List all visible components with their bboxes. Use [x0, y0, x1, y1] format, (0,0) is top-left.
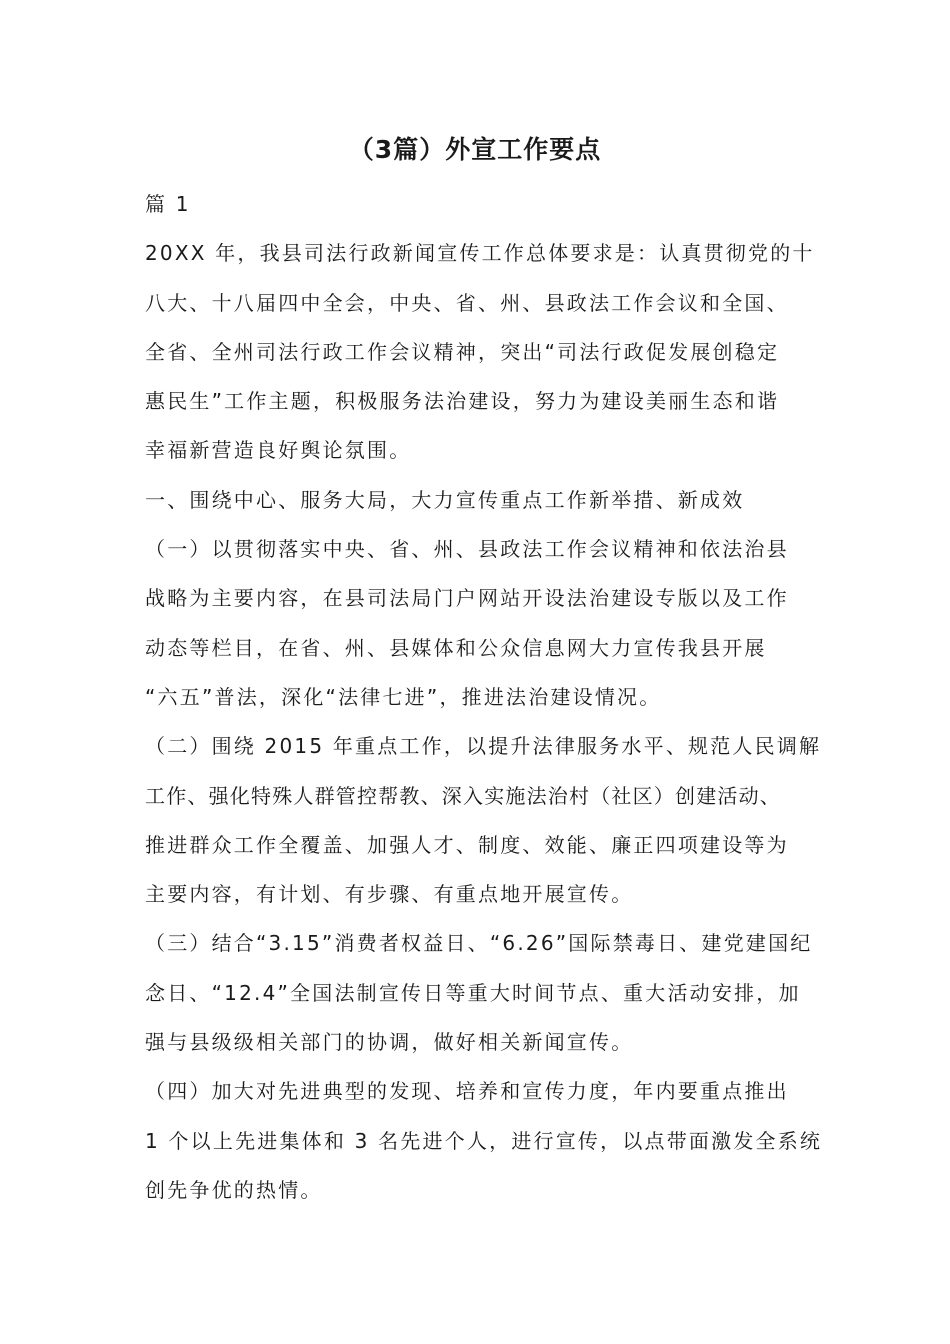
paragraph-line: 念日、“12.4”全国法制宣传日等重大时间节点、重大活动安排，加 [145, 980, 801, 1005]
paragraph-line: 创先争优的热情。 [145, 1177, 323, 1202]
paragraph-line: 强与县级级相关部门的协调，做好相关新闻宣传。 [145, 1030, 634, 1055]
paragraph-line: （二）围绕 2015 年重点工作，以提升法律服务水平、规范人民调解 [145, 734, 822, 759]
paragraph-line: （三）结合“3.15”消费者权益日、“6.26”国际禁毒日、建党建国纪 [145, 931, 813, 956]
section-heading: 篇 1 [145, 192, 191, 216]
document-body [145, 180, 823, 1215]
document-title: （3篇）外宣工作要点 [348, 135, 602, 164]
paragraph-line: 全省、全州司法行政工作会议精神，突出“司法行政促发展创稳定 [145, 339, 780, 364]
paragraph-line: 推进群众工作全覆盖、加强人才、制度、效能、廉正四项建设等为 [145, 832, 789, 857]
paragraph-line: 幸福新营造良好舆论氛围。 [145, 438, 412, 463]
paragraph-line: （四）加大对先进典型的发现、培养和宣传力度，年内要重点推出 [145, 1079, 789, 1104]
paragraph-line: 20XX 年，我县司法行政新闻宣传工作总体要求是：认真贯彻党的十 [145, 241, 815, 266]
paragraph-line: 工作、强化特殊人群管控帮教、深入实施法治村（社区）创建活动、 [145, 783, 781, 808]
paragraph-line: 1 个以上先进集体和 3 名先进个人，进行宣传，以点带面激发全系统 [145, 1128, 823, 1153]
paragraph-line: 主要内容，有计划、有步骤、有重点地开展宣传。 [145, 882, 634, 907]
paragraph-line: 惠民生”工作主题，积极服务法治建设，努力为建设美丽生态和谐 [145, 389, 780, 414]
paragraph-line: 动态等栏目，在省、州、县媒体和公众信息网大力宣传我县开展 [145, 635, 767, 660]
paragraph-line: 八大、十八届四中全会，中央、省、州、县政法工作会议和全国、 [145, 290, 789, 315]
paragraph-line: “六五”普法，深化“法律七进”，推进法治建设情况。 [145, 684, 662, 709]
paragraph-line: 战略为主要内容，在县司法局门户网站开设法治建设专版以及工作 [145, 586, 789, 611]
section-heading: 一、围绕中心、服务大局，大力宣传重点工作新举措、新成效 [145, 487, 745, 512]
paragraph-line: （一）以贯彻落实中央、省、州、县政法工作会议精神和依法治县 [145, 537, 789, 562]
